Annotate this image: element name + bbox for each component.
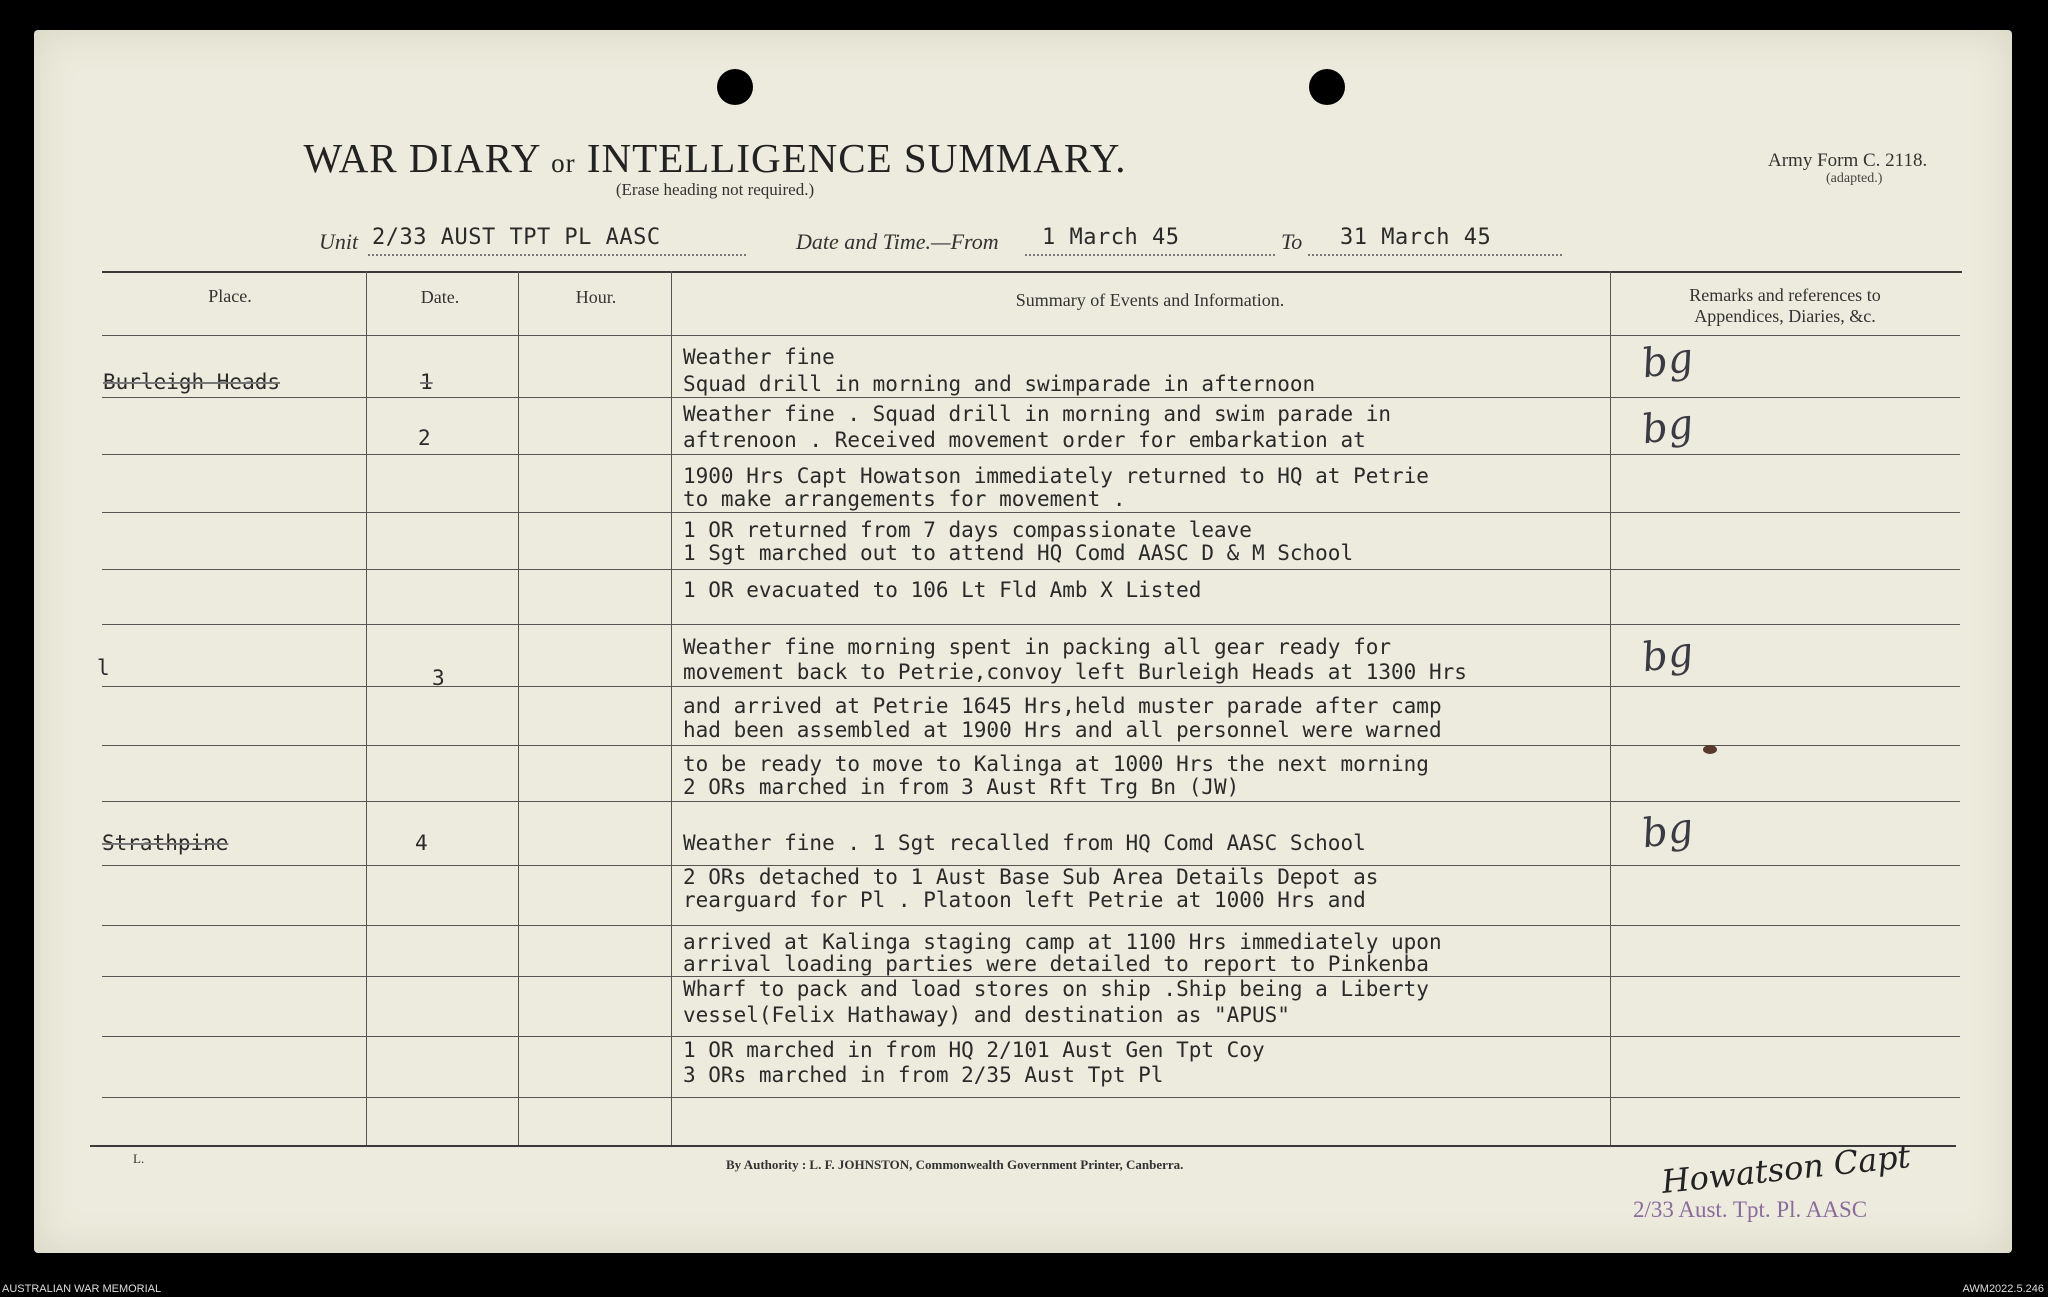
row-rule <box>102 397 1960 398</box>
date-1: 1 <box>420 370 433 394</box>
entry-line: Wharf to pack and load stores on ship .Ship being a Liberty <box>683 977 1429 1001</box>
row-rule <box>102 569 1960 570</box>
date-3: 3 <box>432 666 445 690</box>
table-top-rule <box>102 271 1962 273</box>
entry-line: movement back to Petrie,convoy left Burleigh Heads at 1300 Hrs <box>683 660 1467 684</box>
row-rule <box>102 686 1960 687</box>
unit-stamp: 2/33 Aust. Tpt. Pl. AASC <box>1633 1197 1868 1222</box>
entry-line: 1 Sgt marched out to attend HQ Comd AASC D & M School <box>683 541 1354 565</box>
entry-line: 1 OR returned from 7 days compassionate leave <box>683 518 1252 542</box>
row-rule <box>102 512 1960 513</box>
entry-line: vessel(Felix Hathaway) and destination as "APUS" <box>683 1003 1290 1027</box>
entry-line: arrived at Kalinga staging camp at 1100 Hrs immediately upon <box>683 930 1442 954</box>
column-header-hour: Hour. <box>575 287 617 307</box>
column-divider <box>366 271 367 1145</box>
unit-dotline <box>368 254 746 256</box>
entry-line: Weather fine <box>683 345 835 369</box>
page-subtitle: (Erase heading not required.) <box>615 180 815 199</box>
remarks-header-line-1: Remarks and references to <box>1689 285 1881 305</box>
place-strathpine: Strathpine <box>102 831 229 855</box>
row-rule <box>102 801 1960 802</box>
column-header-remarks <box>1620 285 1950 327</box>
entry-line: 2 ORs detached to 1 Aust Base Sub Area Details Depot as <box>683 865 1379 889</box>
unit-label: Unit <box>319 229 359 254</box>
place-burleigh-heads: Burleigh Heads <box>103 370 281 394</box>
from-dotline <box>1025 254 1275 256</box>
row-rule <box>102 1036 1960 1037</box>
credit-left: AUSTRALIAN WAR MEMORIAL <box>2 1283 162 1295</box>
date-to-value: 31 March 45 <box>1340 225 1492 250</box>
remarks-initials: bg <box>1639 334 1697 388</box>
credit-right: AWM2022.5.246 <box>1962 1283 2044 1295</box>
to-dotline <box>1308 254 1562 256</box>
punch-hole <box>1309 69 1345 105</box>
punch-hole <box>717 69 753 105</box>
entry-line: rearguard for Pl . Platoon left Petrie at 1000 Hrs and <box>683 888 1366 912</box>
entry-line: 3 ORs marched in from 2/35 Aust Tpt Pl <box>683 1063 1164 1087</box>
entry-line: to be ready to move to Kalinga at 1000 Hrs the next morning <box>683 752 1429 776</box>
adapted-label: (adapted.) <box>1826 171 1883 186</box>
title-war-diary: WAR DIARY <box>303 135 540 181</box>
column-header-summary: Summary of Events and Information. <box>1015 290 1285 310</box>
column-divider <box>518 271 519 1145</box>
remarks-initials: bg <box>1639 400 1697 454</box>
entry-line: Weather fine . 1 Sgt recalled from HQ Comd AASC School <box>683 831 1366 855</box>
row-rule <box>102 745 1960 746</box>
title-intelligence-summary: INTELLIGENCE SUMMARY. <box>586 135 1127 181</box>
ink-blot <box>1703 745 1717 754</box>
remarks-header-line-2: Appendices, Diaries, &c. <box>1694 306 1876 326</box>
date-4: 4 <box>415 831 428 855</box>
column-divider <box>671 271 672 1145</box>
entry-line: 1 OR marched in from HQ 2/101 Aust Gen Tpt Coy <box>683 1038 1265 1062</box>
remarks-initials: bg <box>1639 804 1697 858</box>
date-2: 2 <box>418 426 431 450</box>
entry-line: and arrived at Petrie 1645 Hrs,held muster parade after camp <box>683 694 1442 718</box>
entry-line: aftrenoon . Received movement order for embarkation at <box>683 428 1366 452</box>
title-or: or <box>551 148 576 178</box>
entry-line: to make arrangements for movement . <box>683 487 1126 511</box>
page-title <box>0 134 1430 182</box>
entry-line: arrival loading parties were detailed to report to Pinkenba <box>683 952 1429 976</box>
date-from-label: Date and Time.—From <box>796 229 999 254</box>
entry-line: 1900 Hrs Capt Howatson immediately returned to HQ at Petrie <box>683 464 1429 488</box>
column-divider <box>1610 271 1611 1145</box>
entry-line: Squad drill in morning and swimparade in afternoon <box>683 372 1316 396</box>
footer-left-mark: L. <box>133 1151 145 1166</box>
entry-line: Weather fine morning spent in packing all gear ready for <box>683 635 1392 659</box>
column-header-place: Place. <box>208 286 252 306</box>
unit-value: 2/33 AUST TPT PL AASC <box>372 225 661 250</box>
army-form-label: Army Form C. 2118. <box>1768 150 1928 171</box>
entry-line: 2 ORs marched in from 3 Aust Rft Trg Bn (JW) <box>683 775 1240 799</box>
entry-line: Weather fine . Squad drill in morning and swim parade in <box>683 402 1392 426</box>
table-bottom-rule <box>90 1145 1956 1147</box>
date-to-label: To <box>1281 229 1303 254</box>
margin-tick: l <box>97 656 110 680</box>
remarks-initials: bg <box>1639 628 1697 682</box>
row-rule <box>102 624 1960 625</box>
date-from-value: 1 March 45 <box>1042 225 1180 250</box>
row-rule <box>102 454 1960 455</box>
row-rule <box>102 925 1960 926</box>
row-rule <box>102 1097 1960 1098</box>
signature: Howatson Capt <box>1659 1137 1913 1201</box>
entry-line: had been assembled at 1900 Hrs and all personnel were warned <box>683 718 1442 742</box>
column-header-date: Date. <box>420 287 460 307</box>
entry-line: 1 OR evacuated to 106 Lt Fld Amb X Listed <box>683 578 1202 602</box>
printer-authority: By Authority : L. F. JOHNSTON, Commonwealth Government Printer, Canberra. <box>726 1157 1184 1172</box>
